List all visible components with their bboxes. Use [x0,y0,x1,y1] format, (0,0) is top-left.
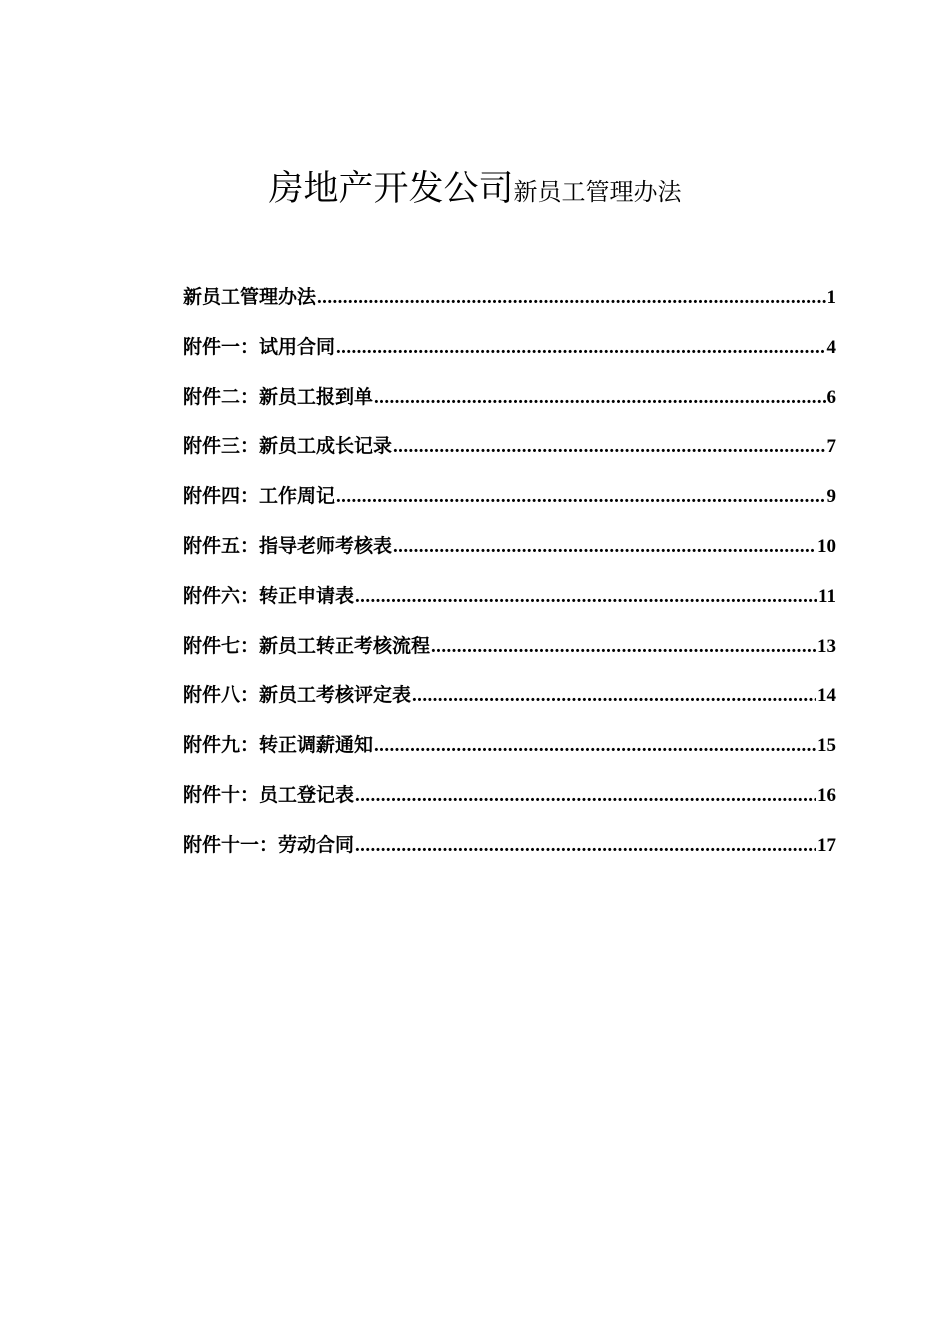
toc-entry-label: 附件七：新员工转正考核流程 [183,634,431,657]
toc-entry-page: 1 [826,287,836,308]
document-title [0,169,950,209]
toc-entry-page: 16 [817,784,836,806]
toc-entry-label: 附件六：转正申请表 [183,584,355,607]
document-title-main: 房地产开发公司 [268,169,514,209]
toc-entry-label: 附件三：新员工成长记录 [183,435,393,458]
toc-entry[interactable] [183,680,836,730]
toc-dot-leader [393,436,825,458]
toc-dot-leader [374,735,816,757]
toc-entry[interactable] [183,780,836,830]
toc-entry-label: 附件十：员工登记表 [183,783,355,806]
toc-dot-leader [336,337,825,359]
toc-entry[interactable] [183,830,836,880]
toc-entry-label: 附件五：指导老师考核表 [183,534,393,557]
toc-entry[interactable] [183,481,836,531]
toc-entry-page: 6 [826,386,836,408]
toc-entry-label: 附件二：新员工报到单 [183,385,374,408]
toc-entry-label: 附件八：新员工考核评定表 [183,684,412,707]
toc-entry-label: 新员工管理办法 [183,286,317,308]
toc-entry[interactable] [183,730,836,780]
toc-entry-page: 17 [817,834,836,856]
toc-entry-page: 9 [826,486,836,508]
toc-entry-page: 13 [817,635,836,657]
toc-entry[interactable] [183,631,836,681]
toc-entry[interactable] [183,282,836,332]
toc-dot-leader [355,785,816,807]
toc-entry[interactable] [183,531,836,581]
toc-dot-leader [393,536,816,558]
toc-dot-leader [355,835,816,857]
toc-entry-page: 10 [817,535,836,557]
toc-dot-leader [336,486,825,508]
toc-entry-label: 附件四：工作周记 [183,485,336,508]
toc-dot-leader [374,387,825,409]
toc-entry[interactable] [183,382,836,432]
toc-entry-page: 15 [817,735,836,757]
toc-entry[interactable] [183,332,836,382]
toc-entry[interactable] [183,431,836,481]
toc-entry-page: 4 [826,336,836,358]
table-of-contents [183,282,836,880]
toc-entry-page: 14 [817,685,836,707]
toc-entry[interactable] [183,581,836,631]
toc-entry-label: 附件十一：劳动合同 [183,833,355,856]
toc-dot-leader [317,287,825,309]
toc-entry-page: 11 [818,585,836,607]
toc-entry-label: 附件九：转正调薪通知 [183,734,374,757]
toc-entry-label: 附件一：试用合同 [183,335,336,358]
toc-dot-leader [355,586,817,608]
document-title-sub: 新员工管理办法 [513,178,682,206]
toc-entry-page: 7 [826,436,836,458]
toc-dot-leader [412,685,816,707]
toc-dot-leader [431,636,816,658]
